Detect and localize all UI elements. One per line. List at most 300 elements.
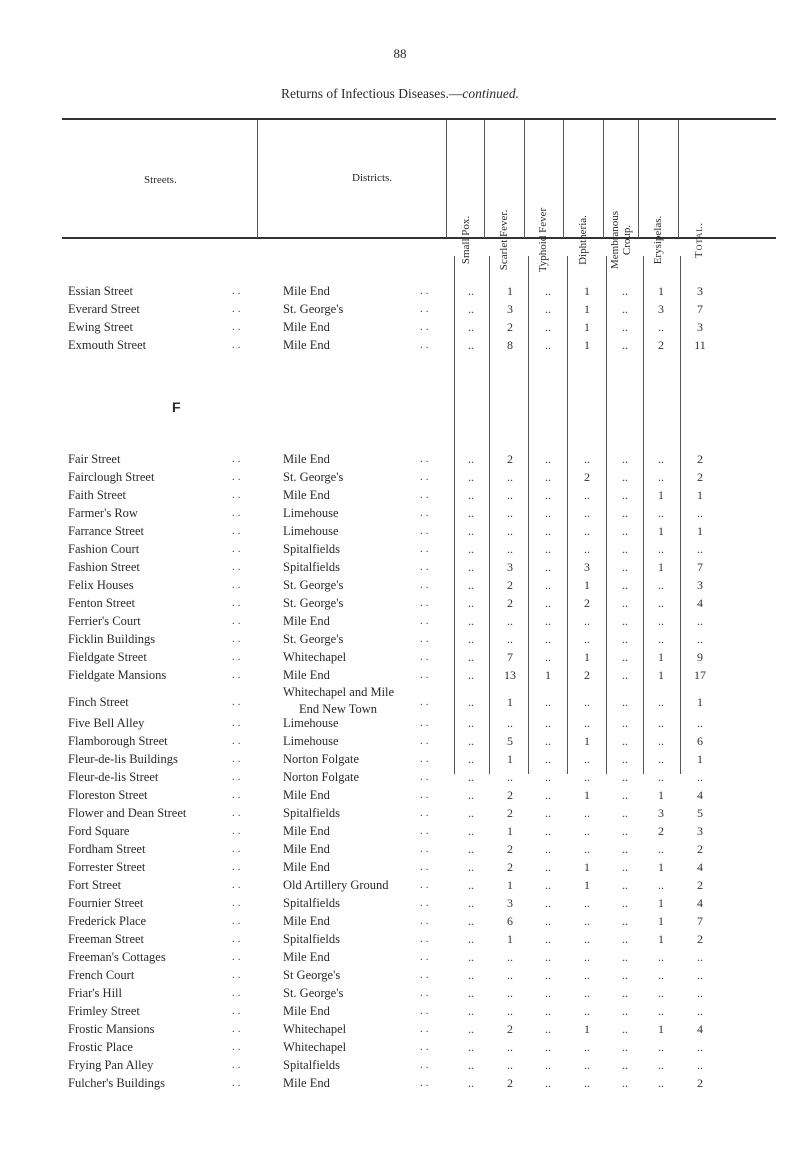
cell-erysipelas: .. bbox=[658, 716, 664, 730]
table-row bbox=[0, 486, 800, 504]
header-total-label: Total. bbox=[692, 221, 705, 259]
street-name: Fleur-de-lis Street bbox=[68, 770, 159, 784]
district-name: Mile End bbox=[283, 950, 330, 964]
dot-leader: .. bbox=[232, 489, 244, 501]
table-row bbox=[0, 786, 800, 804]
cell-diphtheria: .. bbox=[584, 770, 590, 784]
cell-typhoid: .. bbox=[545, 1040, 551, 1054]
cell-small-pox: .. bbox=[468, 560, 474, 574]
cell-diphtheria: .. bbox=[584, 614, 590, 628]
cell-scarlet: .. bbox=[507, 632, 513, 646]
cell-total: 2 bbox=[697, 842, 703, 856]
dot-leader: .. bbox=[232, 561, 244, 573]
district-name: Mile End bbox=[283, 614, 330, 628]
header-divider bbox=[446, 120, 447, 238]
page-number: 88 bbox=[393, 46, 407, 61]
district-name: Mile End bbox=[283, 284, 330, 298]
cell-scarlet: 3 bbox=[507, 896, 513, 910]
cell-diphtheria: .. bbox=[584, 488, 590, 502]
cell-scarlet: 3 bbox=[507, 560, 513, 574]
district-name: Limehouse bbox=[283, 716, 339, 730]
cell-diphtheria: 1 bbox=[584, 1022, 590, 1036]
cell-total: .. bbox=[697, 770, 703, 784]
district-name: Whitechapel bbox=[283, 1040, 347, 1054]
cell-total: 1 bbox=[697, 488, 703, 502]
cell-erysipelas: .. bbox=[658, 986, 664, 1000]
table-row bbox=[0, 630, 800, 648]
cell-small-pox: .. bbox=[468, 788, 474, 802]
street-name: Floreston Street bbox=[68, 788, 148, 802]
cell-small-pox: .. bbox=[468, 320, 474, 334]
cell-croup: .. bbox=[622, 752, 628, 766]
cell-total: .. bbox=[697, 1058, 703, 1072]
dot-leader: .. bbox=[232, 1023, 244, 1035]
district-name: Whitechapel bbox=[283, 650, 347, 664]
dot-leader: .. bbox=[232, 285, 244, 297]
cell-diphtheria: .. bbox=[584, 986, 590, 1000]
dot-leader: .. bbox=[420, 1059, 432, 1071]
district-name: Mile End bbox=[283, 842, 330, 856]
cell-scarlet: .. bbox=[507, 506, 513, 520]
dot-leader: .. bbox=[420, 579, 432, 591]
cell-total: 2 bbox=[697, 452, 703, 466]
dot-leader: .. bbox=[232, 861, 244, 873]
cell-diphtheria: .. bbox=[584, 1076, 590, 1090]
cell-croup: .. bbox=[622, 650, 628, 664]
table-row bbox=[0, 612, 800, 630]
cell-diphtheria: .. bbox=[584, 824, 590, 838]
cell-erysipelas: .. bbox=[658, 320, 664, 334]
cell-erysipelas: 1 bbox=[658, 788, 664, 802]
cell-croup: .. bbox=[622, 878, 628, 892]
table-top-rule bbox=[62, 118, 776, 120]
cell-croup: .. bbox=[622, 1058, 628, 1072]
cell-total: 3 bbox=[697, 320, 703, 334]
district-name: Spitalfields bbox=[283, 806, 340, 820]
dot-leader: .. bbox=[420, 951, 432, 963]
cell-total: 3 bbox=[697, 284, 703, 298]
cell-erysipelas: .. bbox=[658, 968, 664, 982]
cell-scarlet: 6 bbox=[507, 914, 513, 928]
cell-scarlet: 2 bbox=[507, 1076, 513, 1090]
cell-total: 4 bbox=[697, 788, 703, 802]
dot-leader: .. bbox=[420, 615, 432, 627]
cell-croup: .. bbox=[622, 914, 628, 928]
dot-leader: .. bbox=[420, 879, 432, 891]
cell-erysipelas: 1 bbox=[658, 284, 664, 298]
district-name: Mile End bbox=[283, 668, 330, 682]
district-name: Spitalfields bbox=[283, 560, 340, 574]
street-name: Ford Square bbox=[68, 824, 130, 838]
cell-small-pox: .. bbox=[468, 302, 474, 316]
cell-total: 4 bbox=[697, 860, 703, 874]
district-name: Mile End bbox=[283, 452, 330, 466]
header-divider bbox=[484, 120, 485, 238]
dot-leader: .. bbox=[420, 843, 432, 855]
table-row bbox=[0, 894, 800, 912]
cell-small-pox: .. bbox=[468, 614, 474, 628]
cell-small-pox: .. bbox=[468, 284, 474, 298]
table-row bbox=[0, 282, 800, 300]
street-name: Frederick Place bbox=[68, 914, 147, 928]
dot-leader: .. bbox=[420, 633, 432, 645]
dot-leader: .. bbox=[232, 303, 244, 315]
dot-leader: .. bbox=[420, 771, 432, 783]
district-name: Mile End bbox=[283, 788, 330, 802]
street-name: Frostic Mansions bbox=[68, 1022, 155, 1036]
cell-typhoid: .. bbox=[545, 716, 551, 730]
cell-croup: .. bbox=[622, 860, 628, 874]
cell-croup: .. bbox=[622, 524, 628, 538]
district-name: Mile End bbox=[283, 860, 330, 874]
cell-diphtheria: 1 bbox=[584, 734, 590, 748]
cell-typhoid: .. bbox=[545, 302, 551, 316]
cell-erysipelas: .. bbox=[658, 770, 664, 784]
cell-diphtheria: .. bbox=[584, 752, 590, 766]
cell-croup: .. bbox=[622, 716, 628, 730]
cell-scarlet: 2 bbox=[507, 806, 513, 820]
dot-leader: .. bbox=[420, 987, 432, 999]
table-row bbox=[0, 822, 800, 840]
cell-scarlet: .. bbox=[507, 614, 513, 628]
district-name: Norton Folgate bbox=[283, 752, 360, 766]
cell-erysipelas: 1 bbox=[658, 1022, 664, 1036]
cell-croup: .. bbox=[622, 932, 628, 946]
cell-typhoid: .. bbox=[545, 932, 551, 946]
dot-leader: .. bbox=[232, 597, 244, 609]
dot-leader: .. bbox=[420, 1041, 432, 1053]
cell-typhoid: .. bbox=[545, 788, 551, 802]
header-divider bbox=[524, 120, 525, 238]
cell-small-pox: .. bbox=[468, 896, 474, 910]
cell-croup: .. bbox=[622, 542, 628, 556]
dot-leader: .. bbox=[420, 525, 432, 537]
cell-croup: .. bbox=[622, 968, 628, 982]
street-name: Farrance Street bbox=[68, 524, 145, 538]
cell-total: .. bbox=[697, 506, 703, 520]
dot-leader: .. bbox=[232, 771, 244, 783]
cell-erysipelas: .. bbox=[658, 1004, 664, 1018]
cell-croup: .. bbox=[622, 488, 628, 502]
table-row bbox=[0, 732, 800, 750]
cell-erysipelas: 1 bbox=[658, 524, 664, 538]
cell-diphtheria: 1 bbox=[584, 284, 590, 298]
dot-leader: .. bbox=[420, 915, 432, 927]
cell-total: 2 bbox=[697, 470, 703, 484]
cell-scarlet: 2 bbox=[507, 596, 513, 610]
dot-leader: .. bbox=[232, 969, 244, 981]
cell-typhoid: .. bbox=[545, 950, 551, 964]
cell-croup: .. bbox=[622, 668, 628, 682]
cell-small-pox: .. bbox=[468, 860, 474, 874]
cell-typhoid: .. bbox=[545, 1076, 551, 1090]
header-croup-line2: Croup. bbox=[621, 224, 633, 256]
cell-diphtheria: .. bbox=[584, 1058, 590, 1072]
street-name: French Court bbox=[68, 968, 135, 982]
cell-small-pox: .. bbox=[468, 470, 474, 484]
street-name: Essian Street bbox=[68, 284, 133, 298]
cell-scarlet: 1 bbox=[507, 695, 513, 709]
table-row bbox=[0, 768, 800, 786]
cell-croup: .. bbox=[622, 560, 628, 574]
dot-leader: .. bbox=[420, 471, 432, 483]
district-name: Mile End bbox=[283, 1076, 330, 1090]
dot-leader: .. bbox=[232, 987, 244, 999]
cell-small-pox: .. bbox=[468, 650, 474, 664]
cell-scarlet: .. bbox=[507, 1004, 513, 1018]
cell-typhoid: .. bbox=[545, 695, 551, 709]
cell-small-pox: .. bbox=[468, 968, 474, 982]
cell-scarlet: .. bbox=[507, 1040, 513, 1054]
cell-diphtheria: 1 bbox=[584, 302, 590, 316]
district-name: St. George's bbox=[283, 986, 344, 1000]
cell-typhoid: .. bbox=[545, 806, 551, 820]
table-row bbox=[0, 984, 800, 1002]
dot-leader: .. bbox=[232, 1059, 244, 1071]
cell-small-pox: .. bbox=[468, 338, 474, 352]
cell-typhoid: .. bbox=[545, 752, 551, 766]
cell-croup: .. bbox=[622, 842, 628, 856]
table-row bbox=[0, 594, 800, 612]
district-name: Spitalfields bbox=[283, 1058, 340, 1072]
cell-total: 4 bbox=[697, 1022, 703, 1036]
cell-scarlet: .. bbox=[507, 716, 513, 730]
cell-total: .. bbox=[697, 542, 703, 556]
cell-total: 2 bbox=[697, 878, 703, 892]
district-name: St. George's bbox=[283, 596, 344, 610]
dot-leader: .. bbox=[420, 735, 432, 747]
cell-diphtheria: 2 bbox=[584, 470, 590, 484]
cell-typhoid: .. bbox=[545, 614, 551, 628]
cell-erysipelas: 3 bbox=[658, 302, 664, 316]
cell-erysipelas: .. bbox=[658, 842, 664, 856]
cell-total: .. bbox=[697, 1004, 703, 1018]
district-name: Mile End bbox=[283, 488, 330, 502]
dot-leader: .. bbox=[232, 507, 244, 519]
cell-croup: .. bbox=[622, 695, 628, 709]
dot-leader: .. bbox=[232, 339, 244, 351]
header-croup-line1: Membranous bbox=[608, 210, 621, 270]
cell-diphtheria: .. bbox=[584, 1040, 590, 1054]
table-row bbox=[0, 876, 800, 894]
cell-total: 6 bbox=[697, 734, 703, 748]
table-row bbox=[0, 840, 800, 858]
cell-croup: .. bbox=[622, 302, 628, 316]
cell-erysipelas: .. bbox=[658, 950, 664, 964]
street-name: Friar's Hill bbox=[68, 986, 122, 1000]
dot-leader: .. bbox=[232, 951, 244, 963]
cell-erysipelas: 2 bbox=[658, 824, 664, 838]
header-districts: Districts. bbox=[352, 172, 393, 184]
cell-diphtheria: .. bbox=[584, 932, 590, 946]
district-name: Whitechapel bbox=[283, 1022, 347, 1036]
street-name: Fieldgate Street bbox=[68, 650, 147, 664]
cell-diphtheria: .. bbox=[584, 968, 590, 982]
header-small-pox-label: Small Pox. bbox=[459, 215, 472, 265]
cell-small-pox: .. bbox=[468, 914, 474, 928]
cell-croup: .. bbox=[622, 632, 628, 646]
cell-typhoid: .. bbox=[545, 596, 551, 610]
table-row bbox=[0, 948, 800, 966]
district-name: Limehouse bbox=[283, 734, 339, 748]
cell-small-pox: .. bbox=[468, 1040, 474, 1054]
cell-croup: .. bbox=[622, 1022, 628, 1036]
cell-total: .. bbox=[697, 716, 703, 730]
cell-croup: .. bbox=[622, 806, 628, 820]
cell-typhoid: .. bbox=[545, 860, 551, 874]
street-name: Everard Street bbox=[68, 302, 140, 316]
table-row bbox=[0, 1074, 800, 1092]
cell-small-pox: .. bbox=[468, 632, 474, 646]
dot-leader: .. bbox=[420, 285, 432, 297]
cell-croup: .. bbox=[622, 578, 628, 592]
header-divider bbox=[638, 120, 639, 238]
cell-small-pox: .. bbox=[468, 1058, 474, 1072]
cell-small-pox: .. bbox=[468, 806, 474, 820]
cell-total: 9 bbox=[697, 650, 703, 664]
cell-scarlet: .. bbox=[507, 968, 513, 982]
dot-leader: .. bbox=[420, 1077, 432, 1089]
caption-continued: continued. bbox=[462, 86, 520, 101]
dot-leader: .. bbox=[232, 669, 244, 681]
cell-typhoid: .. bbox=[545, 650, 551, 664]
cell-erysipelas: .. bbox=[658, 1040, 664, 1054]
cell-erysipelas: .. bbox=[658, 632, 664, 646]
street-name: Freeman Street bbox=[68, 932, 145, 946]
cell-scarlet: 1 bbox=[507, 284, 513, 298]
cell-croup: .. bbox=[622, 596, 628, 610]
cell-erysipelas: .. bbox=[658, 1076, 664, 1090]
cell-diphtheria: .. bbox=[584, 632, 590, 646]
cell-erysipelas: .. bbox=[658, 752, 664, 766]
dot-leader: .. bbox=[232, 807, 244, 819]
dot-leader: .. bbox=[232, 1077, 244, 1089]
dot-leader: .. bbox=[420, 861, 432, 873]
cell-erysipelas: .. bbox=[658, 542, 664, 556]
table-row bbox=[0, 804, 800, 822]
cell-diphtheria: .. bbox=[584, 1004, 590, 1018]
cell-diphtheria: 1 bbox=[584, 788, 590, 802]
street-name: Flower and Dean Street bbox=[68, 806, 187, 820]
street-name: Fashion Street bbox=[68, 560, 140, 574]
dot-leader: .. bbox=[420, 339, 432, 351]
cell-small-pox: .. bbox=[468, 986, 474, 1000]
cell-diphtheria: 1 bbox=[584, 578, 590, 592]
cell-scarlet: 2 bbox=[507, 842, 513, 856]
cell-scarlet: 2 bbox=[507, 860, 513, 874]
dot-leader: .. bbox=[420, 753, 432, 765]
dot-leader: .. bbox=[232, 615, 244, 627]
cell-total: 17 bbox=[694, 668, 706, 682]
cell-total: 2 bbox=[697, 1076, 703, 1090]
cell-erysipelas: 2 bbox=[658, 338, 664, 352]
cell-scarlet: 1 bbox=[507, 824, 513, 838]
cell-erysipelas: 1 bbox=[658, 488, 664, 502]
dot-leader: .. bbox=[420, 1023, 432, 1035]
header-streets: Streets. bbox=[144, 174, 177, 186]
street-name: Felix Houses bbox=[68, 578, 134, 592]
district-name: Limehouse bbox=[283, 506, 339, 520]
table-row bbox=[0, 912, 800, 930]
cell-scarlet: 1 bbox=[507, 878, 513, 892]
caption-text: Returns of Infectious Diseases.— bbox=[280, 86, 463, 101]
header-erysipelas-label: Erysipelas. bbox=[651, 215, 664, 265]
cell-croup: .. bbox=[622, 770, 628, 784]
cell-diphtheria: .. bbox=[584, 842, 590, 856]
street-name: Fair Street bbox=[68, 452, 121, 466]
header-divider bbox=[257, 120, 258, 238]
cell-erysipelas: .. bbox=[658, 734, 664, 748]
cell-scarlet: 2 bbox=[507, 1022, 513, 1036]
cell-erysipelas: 1 bbox=[658, 650, 664, 664]
dot-leader: .. bbox=[420, 543, 432, 555]
cell-typhoid: .. bbox=[545, 470, 551, 484]
district-name: St. George's bbox=[283, 302, 344, 316]
street-name: Frimley Street bbox=[68, 1004, 140, 1018]
cell-small-pox: .. bbox=[468, 1022, 474, 1036]
header-diphtheria-label: Diphtheria. bbox=[576, 215, 589, 265]
header-typhoid-fever-label: Typhoid Fever bbox=[536, 207, 549, 273]
district-name: Spitalfields bbox=[283, 896, 340, 910]
dot-leader: .. bbox=[420, 489, 432, 501]
cell-small-pox: .. bbox=[468, 842, 474, 856]
table-row bbox=[0, 966, 800, 984]
cell-small-pox: .. bbox=[468, 716, 474, 730]
cell-scarlet: .. bbox=[507, 542, 513, 556]
cell-typhoid: .. bbox=[545, 914, 551, 928]
street-name: Fournier Street bbox=[68, 896, 144, 910]
cell-croup: .. bbox=[622, 1076, 628, 1090]
cell-croup: .. bbox=[622, 284, 628, 298]
cell-typhoid: .. bbox=[545, 488, 551, 502]
cell-small-pox: .. bbox=[468, 668, 474, 682]
dot-leader: .. bbox=[232, 543, 244, 555]
street-name: Finch Street bbox=[68, 695, 129, 709]
cell-total: .. bbox=[697, 950, 703, 964]
cell-diphtheria: 1 bbox=[584, 878, 590, 892]
dot-leader: .. bbox=[232, 579, 244, 591]
street-name: Fort Street bbox=[68, 878, 122, 892]
street-name: Fleur-de-lis Buildings bbox=[68, 752, 178, 766]
cell-diphtheria: 1 bbox=[584, 650, 590, 664]
table-row bbox=[0, 504, 800, 522]
cell-scarlet: 2 bbox=[507, 320, 513, 334]
street-name: Five Bell Alley bbox=[68, 716, 145, 730]
cell-small-pox: .. bbox=[468, 932, 474, 946]
cell-typhoid: .. bbox=[545, 452, 551, 466]
dot-leader: .. bbox=[232, 717, 244, 729]
street-name: Farmer's Row bbox=[68, 506, 138, 520]
cell-total: 1 bbox=[697, 752, 703, 766]
dot-leader: .. bbox=[232, 453, 244, 465]
cell-erysipelas: 3 bbox=[658, 806, 664, 820]
cell-scarlet: .. bbox=[507, 1058, 513, 1072]
table-row bbox=[0, 450, 800, 468]
cell-typhoid: .. bbox=[545, 842, 551, 856]
cell-total: 11 bbox=[694, 338, 706, 352]
cell-diphtheria: .. bbox=[584, 806, 590, 820]
cell-scarlet: 2 bbox=[507, 788, 513, 802]
street-name: Ferrier's Court bbox=[68, 614, 141, 628]
street-name: Freeman's Cottages bbox=[68, 950, 166, 964]
dot-leader: .. bbox=[232, 843, 244, 855]
cell-total: 4 bbox=[697, 596, 703, 610]
dot-leader: .. bbox=[232, 696, 244, 708]
cell-erysipelas: 1 bbox=[658, 860, 664, 874]
dot-leader: .. bbox=[420, 825, 432, 837]
cell-erysipelas: .. bbox=[658, 470, 664, 484]
cell-scarlet: .. bbox=[507, 524, 513, 538]
